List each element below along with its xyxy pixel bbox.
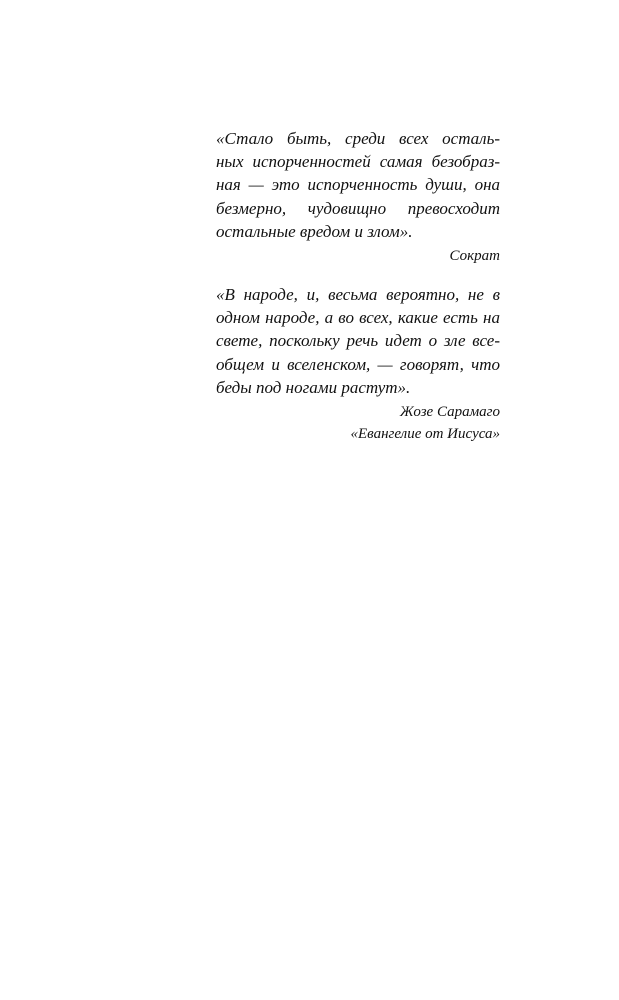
quote-line: «Стало быть, среди всех осталь- (216, 129, 500, 148)
epigraph-saramago (216, 283, 500, 445)
quote-line: ная — это испорченность души, она (216, 175, 500, 195)
quote-line: «В народе, и, весьма вероятно, не в (216, 285, 500, 304)
quote-line: одном народе, а во всех, какие есть на (216, 308, 500, 328)
quote-line: безмерно, чудовищно превосходит (216, 198, 500, 218)
quote-line: общем и вселенском, — говорят, что (216, 354, 500, 374)
quote-line: беды под ногами растут». (216, 377, 411, 397)
quote-author: Жозе Сарамаго (399, 404, 500, 421)
epigraph-socrates (216, 127, 500, 267)
quote-line: ных испорченностей самая безобраз- (216, 152, 500, 172)
quote-source: «Евангелие от Иисуса» (350, 426, 500, 443)
quote-author: Сократ (449, 248, 500, 265)
quote-line: остальные вредом и злом». (216, 221, 413, 241)
quote-line: свете, поскольку речь идет о зле все- (216, 331, 500, 351)
